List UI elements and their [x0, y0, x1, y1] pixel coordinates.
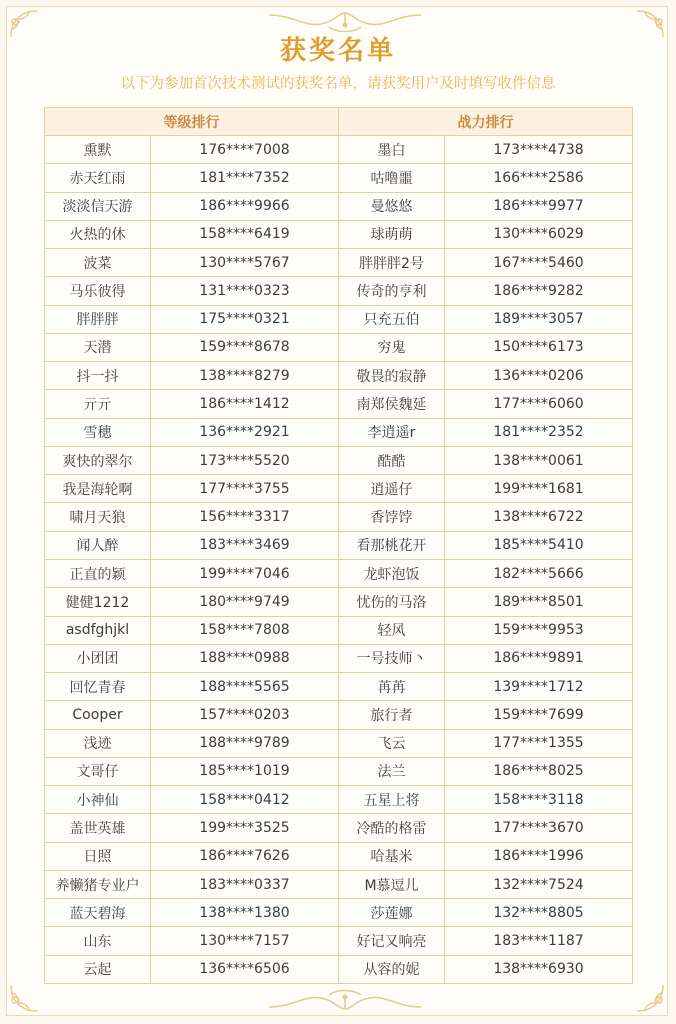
- power-player-name: 逍遥仔: [339, 475, 445, 503]
- power-player-phone: 189****3057: [445, 305, 633, 333]
- power-player-phone: 138****6930: [445, 955, 633, 983]
- level-player-phone: 199****7046: [151, 559, 339, 587]
- power-player-phone: 132****8805: [445, 899, 633, 927]
- level-player-name: 马乐彼得: [45, 277, 151, 305]
- level-player-name: 雪穗: [45, 418, 151, 446]
- power-player-phone: 173****4738: [445, 136, 633, 164]
- power-player-name: 五星上将: [339, 786, 445, 814]
- power-player-phone: 185****5410: [445, 531, 633, 559]
- level-ranking-header: 等级排行: [45, 108, 339, 136]
- level-player-name: 浅迹: [45, 729, 151, 757]
- power-player-name: 曼悠悠: [339, 192, 445, 220]
- power-player-name: 敬畏的寂静: [339, 362, 445, 390]
- bottom-scroll-ornament-icon: [265, 987, 425, 1013]
- power-ranking-header: 战力排行: [339, 108, 633, 136]
- power-player-name: 哈基米: [339, 842, 445, 870]
- level-player-name: 养懒猪专业户: [45, 870, 151, 898]
- top-scroll-ornament-icon: [265, 9, 425, 35]
- level-player-phone: 159****8678: [151, 333, 339, 361]
- corner-ornament-icon: [635, 983, 665, 1013]
- power-player-phone: 183****1187: [445, 927, 633, 955]
- table-row: [45, 870, 633, 898]
- table-row: [45, 418, 633, 446]
- table-row: [45, 701, 633, 729]
- power-player-phone: 177****6060: [445, 390, 633, 418]
- power-player-phone: 177****1355: [445, 729, 633, 757]
- power-player-phone: 159****7699: [445, 701, 633, 729]
- table-row: [45, 277, 633, 305]
- table-row: [45, 955, 633, 983]
- power-player-phone: 136****0206: [445, 362, 633, 390]
- table-row: [45, 616, 633, 644]
- level-player-phone: 186****1412: [151, 390, 339, 418]
- level-player-name: 回忆青春: [45, 673, 151, 701]
- level-player-phone: 130****5767: [151, 249, 339, 277]
- power-player-name: 忧伤的马洛: [339, 588, 445, 616]
- level-player-phone: 177****3755: [151, 475, 339, 503]
- table-header-row: [45, 108, 633, 136]
- power-player-name: 胖胖胖2号: [339, 249, 445, 277]
- table-row: [45, 192, 633, 220]
- level-player-name: 波菜: [45, 249, 151, 277]
- level-player-phone: 186****7626: [151, 842, 339, 870]
- table-row: [45, 842, 633, 870]
- power-player-name: 好记又响亮: [339, 927, 445, 955]
- level-player-name: 胖胖胖: [45, 305, 151, 333]
- level-player-name: 抖一抖: [45, 362, 151, 390]
- level-player-name: 赤天红雨: [45, 164, 151, 192]
- level-player-name: 闻人醉: [45, 531, 151, 559]
- level-player-name: 我是海轮啊: [45, 475, 151, 503]
- level-player-phone: 175****0321: [151, 305, 339, 333]
- table-row: [45, 333, 633, 361]
- table-row: [45, 305, 633, 333]
- level-player-phone: 173****5520: [151, 446, 339, 474]
- table-row: [45, 588, 633, 616]
- power-player-name: 看那桃花开: [339, 531, 445, 559]
- table-row: [45, 729, 633, 757]
- power-player-name: 李逍遥r: [339, 418, 445, 446]
- level-player-name: 日照: [45, 842, 151, 870]
- power-player-phone: 138****6722: [445, 503, 633, 531]
- table-row: [45, 220, 633, 248]
- level-player-name: 天潜: [45, 333, 151, 361]
- level-player-name: Cooper: [45, 701, 151, 729]
- level-player-phone: 199****3525: [151, 814, 339, 842]
- level-player-phone: 176****7008: [151, 136, 339, 164]
- table-row: [45, 390, 633, 418]
- level-player-phone: 188****0988: [151, 644, 339, 672]
- power-player-phone: 186****8025: [445, 757, 633, 785]
- table-row: [45, 814, 633, 842]
- table-row: [45, 899, 633, 927]
- level-player-phone: 181****7352: [151, 164, 339, 192]
- level-player-name: 亓亓: [45, 390, 151, 418]
- level-player-name: 文哥仔: [45, 757, 151, 785]
- page-subtitle: 以下为参加首次技术测试的获奖名单，请获奖用户及时填写收件信息: [120, 76, 556, 92]
- level-player-phone: 158****7808: [151, 616, 339, 644]
- level-player-phone: 183****0337: [151, 870, 339, 898]
- level-player-name: 盖世英雄: [45, 814, 151, 842]
- level-player-phone: 138****1380: [151, 899, 339, 927]
- level-player-name: 火热的休: [45, 220, 151, 248]
- table-row: [45, 757, 633, 785]
- power-player-name: 从容的妮: [339, 955, 445, 983]
- table-row: [45, 927, 633, 955]
- level-player-name: 山东: [45, 927, 151, 955]
- level-player-phone: 156****3317: [151, 503, 339, 531]
- table-row: [45, 164, 633, 192]
- level-player-phone: 138****8279: [151, 362, 339, 390]
- power-player-phone: 186****9977: [445, 192, 633, 220]
- level-player-name: 正直的颖: [45, 559, 151, 587]
- level-player-phone: 131****0323: [151, 277, 339, 305]
- level-player-name: 爽快的翠尔: [45, 446, 151, 474]
- power-player-name: 旅行者: [339, 701, 445, 729]
- level-player-phone: 136****6506: [151, 955, 339, 983]
- power-player-name: 轻风: [339, 616, 445, 644]
- power-player-name: 龙虾泡饭: [339, 559, 445, 587]
- power-player-name: 穷鬼: [339, 333, 445, 361]
- table-row: [45, 362, 633, 390]
- power-player-name: 莎莲娜: [339, 899, 445, 927]
- power-player-name: 南郑侯魏延: [339, 390, 445, 418]
- table-row: [45, 136, 633, 164]
- level-player-name: 啸月天狼: [45, 503, 151, 531]
- power-player-phone: 181****2352: [445, 418, 633, 446]
- level-player-name: 熏默: [45, 136, 151, 164]
- level-player-name: 健健1212: [45, 588, 151, 616]
- power-player-name: 墨白: [339, 136, 445, 164]
- power-player-name: 酷酷: [339, 446, 445, 474]
- power-player-phone: 139****1712: [445, 673, 633, 701]
- level-player-phone: 186****9966: [151, 192, 339, 220]
- power-player-name: 香饽饽: [339, 503, 445, 531]
- power-player-phone: 166****2586: [445, 164, 633, 192]
- page-title: 获奖名单: [279, 36, 396, 66]
- power-player-phone: 130****6029: [445, 220, 633, 248]
- level-player-phone: 188****5565: [151, 673, 339, 701]
- level-player-name: 淡淡信天游: [45, 192, 151, 220]
- power-player-phone: 132****7524: [445, 870, 633, 898]
- power-player-phone: 189****8501: [445, 588, 633, 616]
- power-player-name: 咕噜噩: [339, 164, 445, 192]
- power-player-phone: 158****3118: [445, 786, 633, 814]
- power-player-phone: 182****5666: [445, 559, 633, 587]
- level-player-name: asdfghjkl: [45, 616, 151, 644]
- power-player-name: M慕逗儿: [339, 870, 445, 898]
- level-player-phone: 180****9749: [151, 588, 339, 616]
- power-player-phone: 177****3670: [445, 814, 633, 842]
- power-player-phone: 150****6173: [445, 333, 633, 361]
- power-player-name: 苒苒: [339, 673, 445, 701]
- level-player-name: 小神仙: [45, 786, 151, 814]
- power-player-phone: 167****5460: [445, 249, 633, 277]
- power-player-name: 法兰: [339, 757, 445, 785]
- level-player-phone: 158****0412: [151, 786, 339, 814]
- level-player-phone: 136****2921: [151, 418, 339, 446]
- table-body: [45, 136, 633, 984]
- winners-table: [44, 107, 633, 984]
- table-row: [45, 249, 633, 277]
- table-row: [45, 475, 633, 503]
- level-player-name: 云起: [45, 955, 151, 983]
- table-row: [45, 503, 633, 531]
- level-player-name: 小团团: [45, 644, 151, 672]
- table-row: [45, 446, 633, 474]
- level-player-phone: 188****9789: [151, 729, 339, 757]
- table-row: [45, 644, 633, 672]
- power-player-phone: 186****1996: [445, 842, 633, 870]
- level-player-phone: 130****7157: [151, 927, 339, 955]
- power-player-phone: 186****9282: [445, 277, 633, 305]
- power-player-name: 飞云: [339, 729, 445, 757]
- power-player-name: 传奇的亨利: [339, 277, 445, 305]
- level-player-name: 蓝天碧海: [45, 899, 151, 927]
- level-player-phone: 158****6419: [151, 220, 339, 248]
- table-row: [45, 673, 633, 701]
- power-player-name: 只充五伯: [339, 305, 445, 333]
- power-player-phone: 186****9891: [445, 644, 633, 672]
- table-row: [45, 786, 633, 814]
- power-player-phone: 199****1681: [445, 475, 633, 503]
- power-player-name: 冷酷的格雷: [339, 814, 445, 842]
- level-player-phone: 157****0203: [151, 701, 339, 729]
- power-player-name: 球萌萌: [339, 220, 445, 248]
- power-player-phone: 159****9953: [445, 616, 633, 644]
- corner-ornament-icon: [9, 983, 39, 1013]
- power-player-name: 一号技师丶: [339, 644, 445, 672]
- level-player-phone: 183****3469: [151, 531, 339, 559]
- power-player-phone: 138****0061: [445, 446, 633, 474]
- level-player-phone: 185****1019: [151, 757, 339, 785]
- table-row: [45, 559, 633, 587]
- table-row: [45, 531, 633, 559]
